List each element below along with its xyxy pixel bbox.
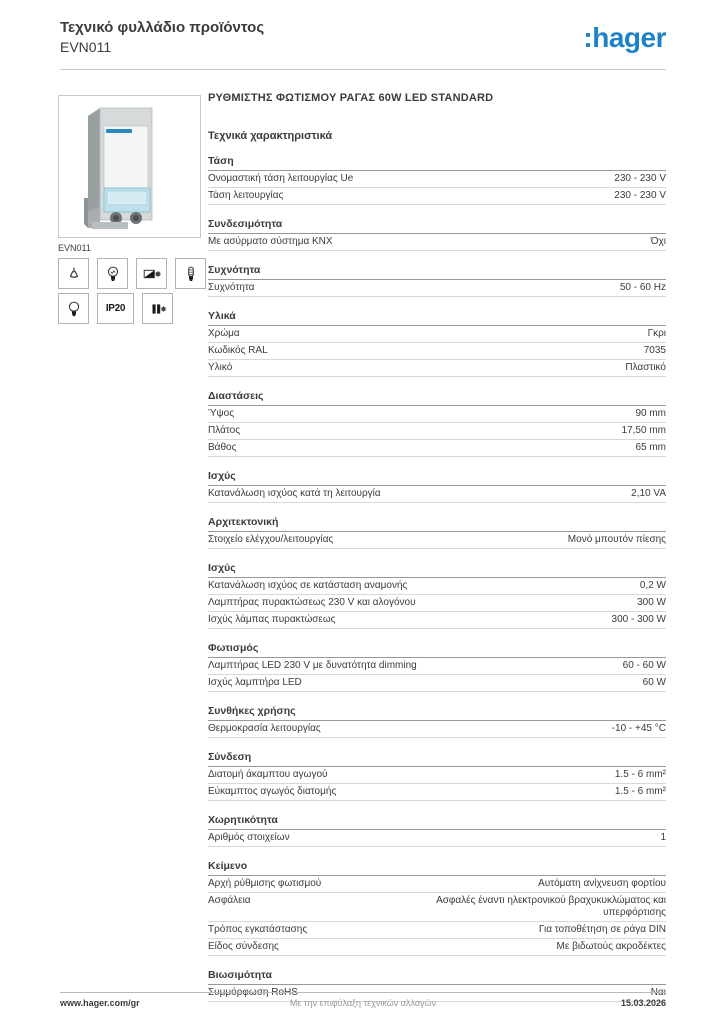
spec-section bbox=[208, 751, 666, 801]
spec-row bbox=[208, 658, 666, 675]
cfl-lamp-icon bbox=[175, 258, 206, 289]
spec-value: Μονό μπουτόν πίεσης bbox=[567, 534, 666, 545]
spec-row bbox=[208, 784, 666, 801]
spec-row bbox=[208, 423, 666, 440]
spec-section bbox=[208, 642, 666, 692]
spec-value: 0,2 W bbox=[639, 580, 666, 591]
product-code: EVN011 bbox=[60, 39, 112, 55]
dimmable-lamp-icon bbox=[136, 258, 167, 289]
ip20-rating bbox=[97, 293, 134, 324]
spec-value: 1.5 - 6 mm² bbox=[614, 786, 666, 797]
spec-value: 1.5 - 6 mm² bbox=[614, 769, 666, 780]
spec-value: 1 bbox=[660, 832, 666, 843]
spec-value: 50 - 60 Hz bbox=[619, 282, 666, 293]
footer-website: www.hager.com/gr bbox=[60, 998, 140, 1008]
spec-section bbox=[208, 470, 666, 503]
spec-label: Αριθμός στοιχείων bbox=[208, 832, 290, 843]
spec-section bbox=[208, 562, 666, 629]
spec-label: Αρχή ρύθμισης φωτισμού bbox=[208, 878, 322, 889]
spec-row bbox=[208, 939, 666, 956]
spec-row bbox=[208, 343, 666, 360]
section-title: Αρχιτεκτονική bbox=[208, 516, 666, 532]
feature-icons-row-2 bbox=[58, 293, 173, 324]
spec-row bbox=[208, 326, 666, 343]
spec-value: Με βιδωτούς ακροδέκτες bbox=[556, 941, 666, 952]
spec-value: Για τοποθέτηση σε ράγα DIN bbox=[538, 924, 666, 935]
spec-row bbox=[208, 578, 666, 595]
section-title: Διαστάσεις bbox=[208, 390, 666, 406]
section-title: Βιωσιμότητα bbox=[208, 969, 666, 985]
spec-label: Διατομή άκαμπτου αγωγού bbox=[208, 769, 328, 780]
spec-row bbox=[208, 486, 666, 503]
spec-row bbox=[208, 595, 666, 612]
spec-label: Στοιχείο ελέγχου/λειτουργίας bbox=[208, 534, 334, 545]
spec-row bbox=[208, 188, 666, 205]
spec-section bbox=[208, 218, 666, 251]
spec-row bbox=[208, 922, 666, 939]
spec-label: Κατανάλωση ισχύος σε κατάσταση αναμονής bbox=[208, 580, 408, 591]
spec-value: 17,50 mm bbox=[621, 425, 666, 436]
spec-value: 60 - 60 W bbox=[622, 660, 666, 671]
ip20-label: IP20 bbox=[105, 303, 126, 314]
product-image bbox=[70, 102, 190, 232]
spec-label: Λαμπτήρας LED 230 V με δυνατότητα dimming bbox=[208, 660, 417, 671]
spec-section bbox=[208, 155, 666, 205]
spec-label: Λαμπτήρας πυρακτώσεως 230 V και αλογόνου bbox=[208, 597, 416, 608]
product-image-caption: EVN011 bbox=[58, 243, 91, 253]
hager-logo: :hager bbox=[583, 22, 666, 53]
spec-row bbox=[208, 532, 666, 549]
spec-label: Υλικό bbox=[208, 362, 233, 373]
spec-label: Συχνότητα bbox=[208, 282, 255, 293]
spec-label: Πλάτος bbox=[208, 425, 241, 436]
spec-row bbox=[208, 721, 666, 738]
spec-value: Όχι bbox=[650, 236, 666, 247]
spec-row bbox=[208, 280, 666, 297]
section-title: Κείμενο bbox=[208, 860, 666, 876]
footer-disclaimer: Με την επιφύλαξη τεχνικών αλλαγών bbox=[289, 998, 437, 1008]
spec-value: 300 W bbox=[637, 597, 666, 608]
spec-row bbox=[208, 767, 666, 784]
spec-value: 7035 bbox=[643, 345, 666, 356]
spec-label: Τάση λειτουργίας bbox=[208, 190, 284, 201]
section-title: Συνδεσιμότητα bbox=[208, 218, 666, 234]
spec-label: Με ασύρματο σύστημα KNX bbox=[208, 236, 333, 247]
spec-row bbox=[208, 234, 666, 251]
spec-value: 230 - 230 V bbox=[614, 173, 666, 184]
feature-icons-row-1 bbox=[58, 258, 206, 289]
spec-value: Αυτόματη ανίχνευση φορτίου bbox=[538, 878, 666, 889]
spec-row bbox=[208, 675, 666, 692]
spec-label: Χρώμα bbox=[208, 328, 240, 339]
section-title: Ισχύς bbox=[208, 470, 666, 486]
section-title: Τάση bbox=[208, 155, 666, 171]
product-title: ΡΥΘΜΙΣΤΗΣ ΦΩΤΙΣΜΟΥ ΡΑΓΑΣ 60W LED STANDARD bbox=[208, 92, 494, 104]
spec-value: 65 mm bbox=[635, 442, 666, 453]
spec-section bbox=[208, 705, 666, 738]
spec-label: Θερμοκρασία λειτουργίας bbox=[208, 723, 321, 734]
spec-section bbox=[208, 814, 666, 847]
spec-section bbox=[208, 516, 666, 549]
page-title: Τεχνικό φυλλάδιο προϊόντος bbox=[60, 19, 265, 36]
spec-label: Ασφάλεια bbox=[208, 895, 251, 906]
spec-value: 2,10 VA bbox=[631, 488, 666, 499]
spec-label: Ισχύς λάμπας πυρακτώσεως bbox=[208, 614, 336, 625]
section-title: Συχνότητα bbox=[208, 264, 666, 280]
spec-row bbox=[208, 612, 666, 629]
spec-row bbox=[208, 360, 666, 377]
spec-label: Ονομαστική τάση λειτουργίας Ue bbox=[208, 173, 354, 184]
header-divider bbox=[60, 69, 666, 70]
product-image-frame bbox=[58, 95, 201, 238]
electronic-transformer-icon bbox=[142, 293, 173, 324]
spec-row bbox=[208, 893, 666, 922]
spec-value: Πλαστικό bbox=[625, 362, 666, 373]
spec-section bbox=[208, 390, 666, 457]
footer-date: 15.03.2026 bbox=[620, 998, 666, 1008]
spec-label: Είδος σύνδεσης bbox=[208, 941, 279, 952]
spec-value: 230 - 230 V bbox=[614, 190, 666, 201]
spec-value: Γκρι bbox=[647, 328, 666, 339]
spec-row bbox=[208, 171, 666, 188]
section-title: Χωρητικότητα bbox=[208, 814, 666, 830]
section-title: Ισχύς bbox=[208, 562, 666, 578]
spec-label: Τρόπος εγκατάστασης bbox=[208, 924, 308, 935]
spec-label: Ισχύς λαμπτήρα LED bbox=[208, 677, 302, 688]
section-list bbox=[208, 155, 666, 1002]
spec-row bbox=[208, 830, 666, 847]
section-title: Σύνδεση bbox=[208, 751, 666, 767]
incandescent-bulb-icon bbox=[58, 293, 89, 324]
spec-label: Βάθος bbox=[208, 442, 237, 453]
filament-bulb-icon bbox=[97, 258, 128, 289]
spec-row bbox=[208, 440, 666, 457]
section-title: Συνθήκες χρήσης bbox=[208, 705, 666, 721]
spec-value: -10 - +45 °C bbox=[611, 723, 666, 734]
footer-divider bbox=[60, 992, 666, 993]
spec-label: Εύκαμπτος αγωγός διατομής bbox=[208, 786, 337, 797]
spec-row bbox=[208, 406, 666, 423]
spec-subtitle: Τεχνικά χαρακτηριστικά bbox=[208, 130, 333, 142]
spec-label: Κωδικός RAL bbox=[208, 345, 268, 356]
spec-column bbox=[208, 92, 666, 1002]
spec-value: Ασφαλές έναντι ηλεκτρονικού βραχυκυκλώματος και υπερφόρτισης bbox=[436, 895, 666, 918]
spec-row bbox=[208, 876, 666, 893]
pendant-lamp-icon bbox=[58, 258, 89, 289]
section-title: Υλικά bbox=[208, 310, 666, 326]
spec-value: 60 W bbox=[642, 677, 666, 688]
spec-section bbox=[208, 310, 666, 377]
spec-value: 90 mm bbox=[635, 408, 666, 419]
spec-label: Κατανάλωση ισχύος κατά τη λειτουργία bbox=[208, 488, 381, 499]
spec-section bbox=[208, 264, 666, 297]
section-title: Φωτισμός bbox=[208, 642, 666, 658]
spec-label: Ύψος bbox=[208, 408, 235, 419]
spec-value: 300 - 300 W bbox=[611, 614, 666, 625]
spec-section bbox=[208, 860, 666, 956]
